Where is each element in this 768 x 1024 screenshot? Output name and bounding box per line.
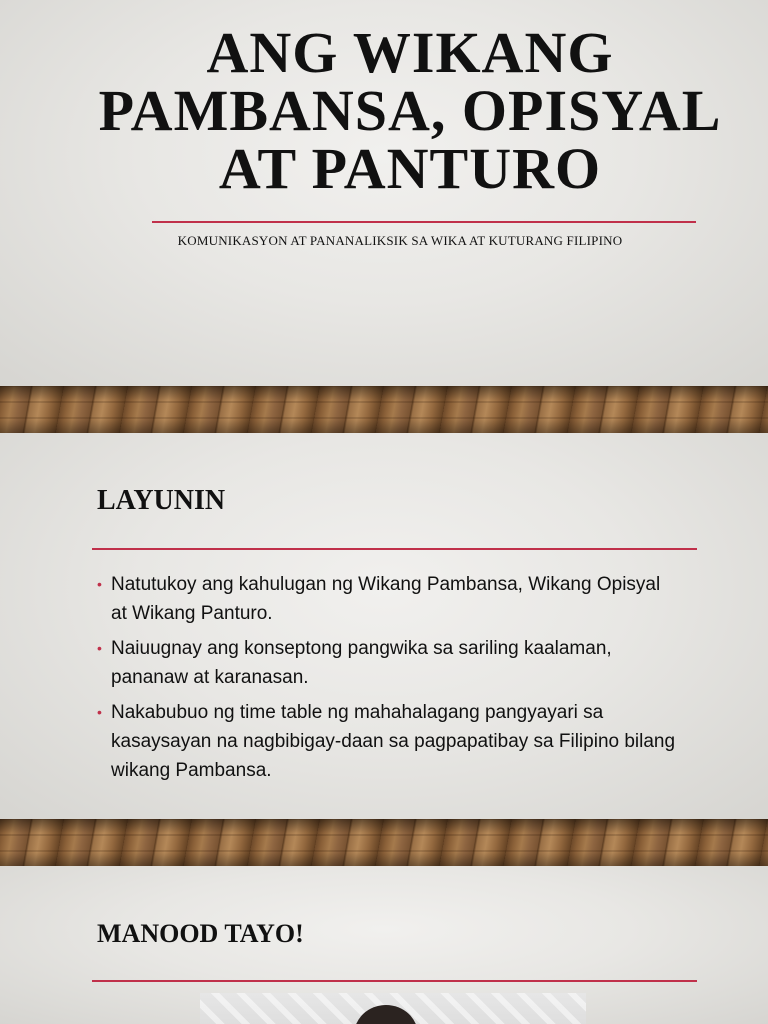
slide-subtitle: KOMUNIKASYON AT PANANALIKSIK SA WIKA AT KUTURANG FILIPINO [177, 233, 623, 248]
title-line-2: PAMBANSA, OPISYAL [98, 78, 722, 143]
list-item-text: Natutukoy ang kahulugan ng Wikang Pambansa, Wikang Opisyal at Wikang Panturo. [111, 574, 661, 624]
title-slide [0, 0, 768, 386]
list-item [97, 698, 677, 785]
bullet-icon: • [97, 704, 102, 720]
list-item-text: Naiuugnay ang konseptong pangwika sa sariling kaalaman, pananaw at karanasan. [111, 638, 612, 688]
heading-divider [92, 548, 697, 550]
wood-floor-divider [0, 819, 768, 866]
objectives-list [97, 570, 677, 791]
heading-divider [92, 980, 697, 982]
list-item [97, 570, 677, 628]
title-divider [152, 221, 696, 223]
title-line-3: AT PANTURO [218, 136, 602, 201]
bullet-icon: • [97, 576, 102, 592]
list-item [97, 634, 677, 692]
title-line-1: ANG WIKANG [206, 20, 614, 85]
objectives-slide [0, 433, 768, 819]
slide-heading: MANOOD TAYO! [97, 919, 304, 948]
list-item-text: Nakabubuo ng time table ng mahahalagang pangyayari sa kasaysayan na nagbibigay-daan sa pagpapatibay sa Filipino bilang wikang Pambansa. [111, 702, 676, 781]
video-slide [0, 866, 768, 1024]
bullet-icon: • [97, 640, 102, 656]
wood-floor-divider [0, 386, 768, 433]
slide-title [90, 20, 730, 201]
slide-heading: LAYUNIN [97, 485, 226, 516]
video-thumbnail[interactable] [200, 993, 586, 1024]
